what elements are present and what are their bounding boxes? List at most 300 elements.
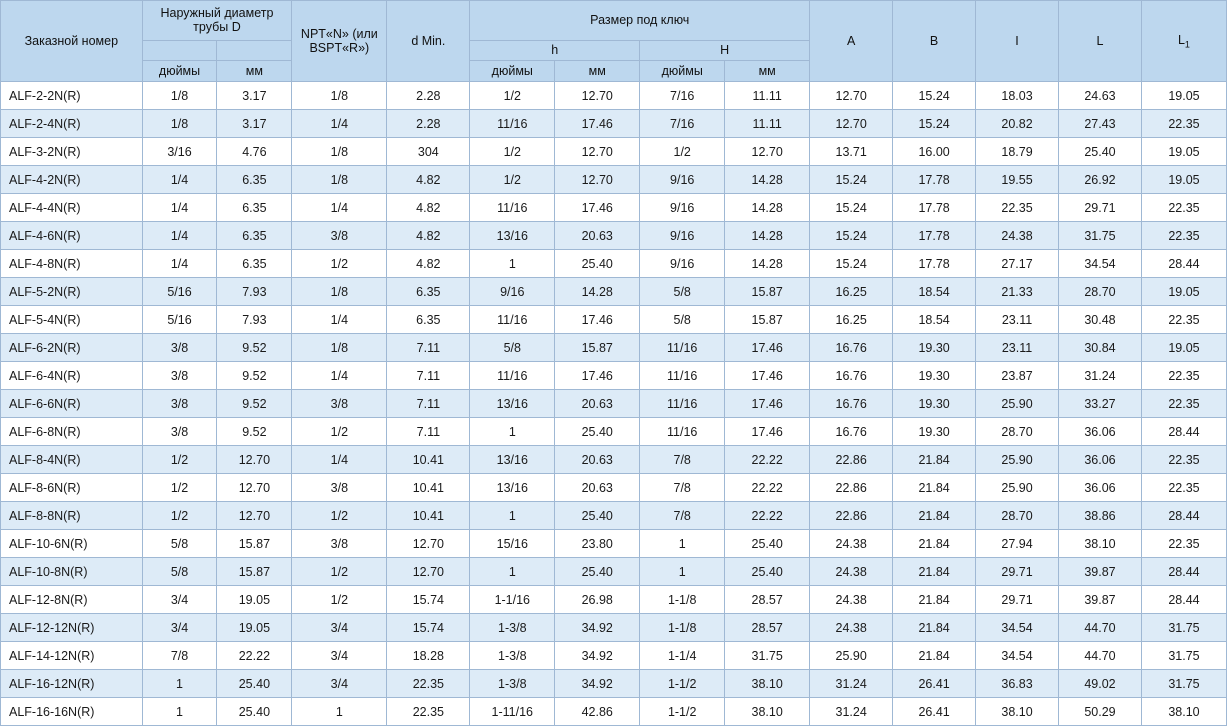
table-row (1, 390, 1227, 418)
table-cell: 3/4 (142, 614, 217, 642)
table-cell: 3/16 (142, 138, 217, 166)
table-cell: 1/4 (292, 110, 387, 138)
table-cell: 25.40 (1058, 138, 1141, 166)
table-row (1, 82, 1227, 110)
table-cell: 31.75 (1058, 222, 1141, 250)
table-cell: 6.35 (217, 222, 292, 250)
table-cell: 1/2 (142, 446, 217, 474)
table-cell: 1/2 (292, 502, 387, 530)
table-cell: 28.44 (1141, 502, 1226, 530)
table-cell: 9/16 (640, 166, 725, 194)
table-cell: 31.24 (1058, 362, 1141, 390)
table-cell: 10.41 (387, 474, 470, 502)
table-cell: 25.40 (555, 558, 640, 586)
table-row (1, 614, 1227, 642)
table-cell: 3/4 (142, 586, 217, 614)
table-cell: 18.54 (893, 278, 976, 306)
table-cell: 44.70 (1058, 614, 1141, 642)
table-cell: 25.40 (555, 418, 640, 446)
table-cell: 1/4 (292, 306, 387, 334)
table-cell: 25.40 (217, 698, 292, 726)
table-cell: 13.71 (810, 138, 893, 166)
table-cell: 7.11 (387, 362, 470, 390)
table-cell: 1/4 (142, 194, 217, 222)
table-cell: 20.63 (555, 222, 640, 250)
header-npt: NPT«N» (или BSPT«R») (292, 1, 387, 82)
table-cell: 19.30 (893, 362, 976, 390)
table-cell: 38.10 (1058, 530, 1141, 558)
table-cell: 12.70 (387, 530, 470, 558)
table-cell: 23.80 (555, 530, 640, 558)
table-cell: 28.57 (725, 586, 810, 614)
table-cell: 25.40 (555, 502, 640, 530)
table-cell: 3/8 (292, 474, 387, 502)
table-cell: 17.46 (725, 362, 810, 390)
table-row (1, 502, 1227, 530)
table-cell: 7.11 (387, 390, 470, 418)
header-wrench-size: Размер под ключ (470, 1, 810, 41)
table-row (1, 166, 1227, 194)
table-cell: 2.28 (387, 82, 470, 110)
table-cell: 1/4 (142, 250, 217, 278)
table-cell: 15.87 (217, 530, 292, 558)
table-cell: 34.92 (555, 614, 640, 642)
table-cell: 9/16 (640, 222, 725, 250)
table-cell: 5/8 (640, 306, 725, 334)
table-cell: 5/16 (142, 278, 217, 306)
table-cell: 22.35 (1141, 390, 1226, 418)
table-cell: 22.35 (1141, 194, 1226, 222)
table-cell: 11/16 (640, 390, 725, 418)
table-cell: 1-3/8 (470, 642, 555, 670)
table-cell: 25.90 (976, 390, 1059, 418)
table-cell: 21.84 (893, 530, 976, 558)
table-cell: 13/16 (470, 390, 555, 418)
table-cell: 28.70 (976, 502, 1059, 530)
table-cell: 34.54 (976, 642, 1059, 670)
table-cell: 22.86 (810, 446, 893, 474)
table-cell: 6.35 (217, 194, 292, 222)
table-cell: 31.75 (1141, 642, 1226, 670)
cell-order-number: ALF-6-6N(R) (1, 390, 143, 418)
table-cell: 1 (142, 698, 217, 726)
table-cell: 1-3/8 (470, 670, 555, 698)
table-cell: 19.05 (1141, 278, 1226, 306)
table-cell: 16.25 (810, 306, 893, 334)
table-cell: 24.38 (810, 614, 893, 642)
table-cell: 1/4 (292, 446, 387, 474)
table-cell: 25.40 (217, 670, 292, 698)
table-cell: 14.28 (725, 222, 810, 250)
table-cell: 7/16 (640, 82, 725, 110)
table-row (1, 642, 1227, 670)
table-cell: 7.11 (387, 334, 470, 362)
cell-order-number: ALF-16-16N(R) (1, 698, 143, 726)
table-cell: 39.87 (1058, 586, 1141, 614)
table-cell: 17.46 (555, 306, 640, 334)
table-cell: 25.40 (725, 530, 810, 558)
table-cell: 25.40 (555, 250, 640, 278)
table-cell: 16.76 (810, 362, 893, 390)
table-cell: 31.75 (1141, 670, 1226, 698)
table-cell: 17.46 (725, 334, 810, 362)
table-row (1, 418, 1227, 446)
header-spacer (142, 40, 217, 61)
table-cell: 3/4 (292, 670, 387, 698)
table-cell: 25.90 (976, 474, 1059, 502)
table-cell: 1/2 (470, 138, 555, 166)
table-cell: 3/8 (142, 418, 217, 446)
cell-order-number: ALF-4-6N(R) (1, 222, 143, 250)
table-cell: 17.46 (555, 194, 640, 222)
table-cell: 1-3/8 (470, 614, 555, 642)
table-cell: 7/8 (640, 474, 725, 502)
table-cell: 28.44 (1141, 418, 1226, 446)
table-cell: 18.03 (976, 82, 1059, 110)
header-order-number: Заказной номер (1, 1, 143, 82)
table-cell: 15.87 (217, 558, 292, 586)
table-cell: 18.28 (387, 642, 470, 670)
table-cell: 12.70 (555, 138, 640, 166)
table-cell: 1/2 (470, 82, 555, 110)
table-cell: 19.05 (217, 614, 292, 642)
table-cell: 9.52 (217, 418, 292, 446)
table-cell: 23.11 (976, 334, 1059, 362)
cell-order-number: ALF-8-8N(R) (1, 502, 143, 530)
table-cell: 21.84 (893, 446, 976, 474)
table-cell: 12.70 (217, 446, 292, 474)
header-h-lower: h (470, 40, 640, 61)
table-cell: 21.84 (893, 502, 976, 530)
table-cell: 15.24 (893, 82, 976, 110)
table-cell: 14.28 (725, 250, 810, 278)
table-cell: 14.28 (555, 278, 640, 306)
cell-order-number: ALF-8-4N(R) (1, 446, 143, 474)
table-cell: 20.63 (555, 474, 640, 502)
table-cell: 38.10 (725, 698, 810, 726)
table-cell: 12.70 (387, 558, 470, 586)
table-cell: 26.41 (893, 670, 976, 698)
table-cell: 17.46 (555, 110, 640, 138)
table-cell: 1/2 (292, 558, 387, 586)
table-cell: 30.84 (1058, 334, 1141, 362)
table-cell: 22.35 (387, 670, 470, 698)
table-cell: 38.86 (1058, 502, 1141, 530)
cell-order-number: ALF-12-8N(R) (1, 586, 143, 614)
table-cell: 19.30 (893, 418, 976, 446)
table-row (1, 250, 1227, 278)
cell-order-number: ALF-5-4N(R) (1, 306, 143, 334)
table-cell: 7/8 (640, 502, 725, 530)
table-cell: 28.70 (976, 418, 1059, 446)
table-cell: 1 (470, 558, 555, 586)
cell-order-number: ALF-5-2N(R) (1, 278, 143, 306)
table-cell: 3.17 (217, 110, 292, 138)
table-cell: 15.24 (893, 110, 976, 138)
table-cell: 5/8 (640, 278, 725, 306)
table-cell: 39.87 (1058, 558, 1141, 586)
header-d-min: d Min. (387, 1, 470, 82)
table-cell: 28.70 (1058, 278, 1141, 306)
table-cell: 16.76 (810, 418, 893, 446)
table-cell: 27.17 (976, 250, 1059, 278)
table-cell: 36.06 (1058, 418, 1141, 446)
table-cell: 1-1/4 (640, 642, 725, 670)
table-cell: 22.35 (1141, 446, 1226, 474)
table-cell: 1 (292, 698, 387, 726)
table-row (1, 334, 1227, 362)
table-cell: 49.02 (1058, 670, 1141, 698)
cell-order-number: ALF-10-8N(R) (1, 558, 143, 586)
table-cell: 34.54 (1058, 250, 1141, 278)
table-cell: 44.70 (1058, 642, 1141, 670)
table-cell: 7.93 (217, 306, 292, 334)
table-cell: 5/8 (142, 530, 217, 558)
table-cell: 25.40 (725, 558, 810, 586)
table-cell: 25.90 (810, 642, 893, 670)
table-cell: 1/2 (142, 474, 217, 502)
table-cell: 5/8 (470, 334, 555, 362)
table-cell: 24.38 (976, 222, 1059, 250)
table-cell: 28.44 (1141, 558, 1226, 586)
header-i: I (976, 1, 1059, 82)
table-cell: 4.82 (387, 222, 470, 250)
table-cell: 18.79 (976, 138, 1059, 166)
table-cell: 11/16 (470, 194, 555, 222)
table-cell: 10.41 (387, 446, 470, 474)
table-cell: 1/4 (292, 194, 387, 222)
table-cell: 21.84 (893, 474, 976, 502)
table-cell: 7.93 (217, 278, 292, 306)
table-cell: 11/16 (470, 362, 555, 390)
table-row (1, 530, 1227, 558)
cell-order-number: ALF-4-2N(R) (1, 166, 143, 194)
table-row (1, 362, 1227, 390)
table-cell: 22.86 (810, 474, 893, 502)
table-cell: 15.87 (725, 278, 810, 306)
cell-order-number: ALF-6-4N(R) (1, 362, 143, 390)
table-cell: 22.22 (217, 642, 292, 670)
table-cell: 15.74 (387, 614, 470, 642)
table-cell: 1/4 (142, 222, 217, 250)
table-cell: 1/4 (292, 362, 387, 390)
table-cell: 38.10 (725, 670, 810, 698)
table-cell: 1-1/16 (470, 586, 555, 614)
table-cell: 27.94 (976, 530, 1059, 558)
table-cell: 7/16 (640, 110, 725, 138)
table-cell: 15/16 (470, 530, 555, 558)
cell-order-number: ALF-16-12N(R) (1, 670, 143, 698)
table-cell: 12.70 (217, 502, 292, 530)
table-cell: 33.27 (1058, 390, 1141, 418)
table-cell: 15.24 (810, 222, 893, 250)
table-cell: 3/8 (142, 334, 217, 362)
table-cell: 34.92 (555, 642, 640, 670)
table-cell: 3/8 (292, 222, 387, 250)
header-h-upper: H (640, 40, 810, 61)
table-cell: 1-1/2 (640, 670, 725, 698)
table-cell: 19.30 (893, 390, 976, 418)
table-cell: 3/4 (292, 614, 387, 642)
table-cell: 31.75 (725, 642, 810, 670)
table-cell: 1 (640, 530, 725, 558)
table-cell: 15.24 (810, 194, 893, 222)
table-cell: 15.24 (810, 166, 893, 194)
table-cell: 11/16 (470, 110, 555, 138)
table-cell: 1-1/8 (640, 614, 725, 642)
table-cell: 19.05 (1141, 82, 1226, 110)
table-cell: 19.55 (976, 166, 1059, 194)
table-cell: 36.83 (976, 670, 1059, 698)
table-cell: 9.52 (217, 390, 292, 418)
table-cell: 9/16 (640, 250, 725, 278)
table-cell: 21.84 (893, 586, 976, 614)
table-cell: 1/8 (292, 166, 387, 194)
table-cell: 17.46 (555, 362, 640, 390)
table-cell: 28.44 (1141, 586, 1226, 614)
table-cell: 36.06 (1058, 474, 1141, 502)
table-cell: 1-1/2 (640, 698, 725, 726)
table-cell: 15.74 (387, 586, 470, 614)
table-cell: 19.05 (1141, 166, 1226, 194)
table-cell: 11/16 (640, 334, 725, 362)
table-cell: 12.70 (217, 474, 292, 502)
table-cell: 21.84 (893, 558, 976, 586)
table-cell: 16.76 (810, 390, 893, 418)
cell-order-number: ALF-6-8N(R) (1, 418, 143, 446)
cell-order-number: ALF-12-12N(R) (1, 614, 143, 642)
table-cell: 38.10 (976, 698, 1059, 726)
table-cell: 24.38 (810, 558, 893, 586)
table-cell: 5/8 (142, 558, 217, 586)
table-cell: 26.98 (555, 586, 640, 614)
header-od-inches: дюймы (142, 61, 217, 82)
header-spacer (217, 40, 292, 61)
table-cell: 22.35 (976, 194, 1059, 222)
cell-order-number: ALF-10-6N(R) (1, 530, 143, 558)
table-cell: 22.22 (725, 474, 810, 502)
table-cell: 1/4 (142, 166, 217, 194)
cell-order-number: ALF-4-4N(R) (1, 194, 143, 222)
table-row (1, 670, 1227, 698)
table-cell: 15.24 (810, 250, 893, 278)
table-cell: 31.24 (810, 698, 893, 726)
header-H-inches: дюймы (640, 61, 725, 82)
table-cell: 22.35 (387, 698, 470, 726)
table-cell: 21.84 (893, 614, 976, 642)
table-cell: 3/8 (142, 390, 217, 418)
table-cell: 1/2 (292, 418, 387, 446)
table-cell: 1-11/16 (470, 698, 555, 726)
table-cell: 1/2 (292, 586, 387, 614)
table-cell: 1/8 (292, 278, 387, 306)
cell-order-number: ALF-3-2N(R) (1, 138, 143, 166)
table-row (1, 558, 1227, 586)
cell-order-number: ALF-2-4N(R) (1, 110, 143, 138)
table-cell: 22.35 (1141, 530, 1226, 558)
table-cell: 31.75 (1141, 614, 1226, 642)
table-cell: 1/8 (292, 334, 387, 362)
table-cell: 19.05 (1141, 334, 1226, 362)
table-cell: 22.22 (725, 502, 810, 530)
table-cell: 6.35 (217, 250, 292, 278)
table-cell: 36.06 (1058, 446, 1141, 474)
table-body (1, 82, 1227, 726)
table-cell: 11.11 (725, 82, 810, 110)
table-row (1, 474, 1227, 502)
table-cell: 1/2 (640, 138, 725, 166)
table-cell: 11/16 (640, 418, 725, 446)
table-cell: 29.71 (976, 586, 1059, 614)
table-row (1, 586, 1227, 614)
table-cell: 27.43 (1058, 110, 1141, 138)
table-cell: 6.35 (387, 306, 470, 334)
table-cell: 26.92 (1058, 166, 1141, 194)
header-h-mm: мм (555, 61, 640, 82)
table-cell: 1-1/8 (640, 586, 725, 614)
table-cell: 5/16 (142, 306, 217, 334)
table-cell: 24.63 (1058, 82, 1141, 110)
header-l1-subscript: 1 (1184, 39, 1190, 50)
header-l1 (1141, 1, 1226, 82)
table-row (1, 698, 1227, 726)
table-cell: 1 (470, 502, 555, 530)
table-cell: 23.11 (976, 306, 1059, 334)
table-header (1, 1, 1227, 82)
table-cell: 6.35 (387, 278, 470, 306)
table-cell: 12.70 (555, 166, 640, 194)
table-cell: 30.48 (1058, 306, 1141, 334)
header-H-mm: мм (725, 61, 810, 82)
table-cell: 1/2 (142, 502, 217, 530)
table-cell: 304 (387, 138, 470, 166)
table-cell: 11/16 (640, 362, 725, 390)
table-cell: 1/2 (470, 166, 555, 194)
table-cell: 17.78 (893, 194, 976, 222)
table-cell: 14.28 (725, 194, 810, 222)
table-cell: 12.70 (555, 82, 640, 110)
table-cell: 24.38 (810, 530, 893, 558)
table-row (1, 194, 1227, 222)
table-cell: 17.78 (893, 250, 976, 278)
table-cell: 22.22 (725, 446, 810, 474)
table-cell: 20.63 (555, 446, 640, 474)
table-cell: 1/8 (292, 82, 387, 110)
table-cell: 3/8 (292, 530, 387, 558)
table-cell: 2.28 (387, 110, 470, 138)
table-cell: 22.35 (1141, 474, 1226, 502)
table-cell: 16.00 (893, 138, 976, 166)
table-cell: 13/16 (470, 474, 555, 502)
table-cell: 6.35 (217, 166, 292, 194)
table-cell: 19.30 (893, 334, 976, 362)
table-cell: 21.84 (893, 642, 976, 670)
header-h-inches: дюймы (470, 61, 555, 82)
table-cell: 28.44 (1141, 250, 1226, 278)
table-cell: 16.25 (810, 278, 893, 306)
header-od-mm: мм (217, 61, 292, 82)
table-cell: 1/2 (292, 250, 387, 278)
table-cell: 38.10 (1141, 698, 1226, 726)
cell-order-number: ALF-14-12N(R) (1, 642, 143, 670)
table-cell: 22.86 (810, 502, 893, 530)
table-cell: 4.82 (387, 166, 470, 194)
table-cell: 19.05 (217, 586, 292, 614)
table-cell: 1 (470, 418, 555, 446)
table-cell: 19.05 (1141, 138, 1226, 166)
header-l: L (1058, 1, 1141, 82)
table-cell: 25.90 (976, 446, 1059, 474)
